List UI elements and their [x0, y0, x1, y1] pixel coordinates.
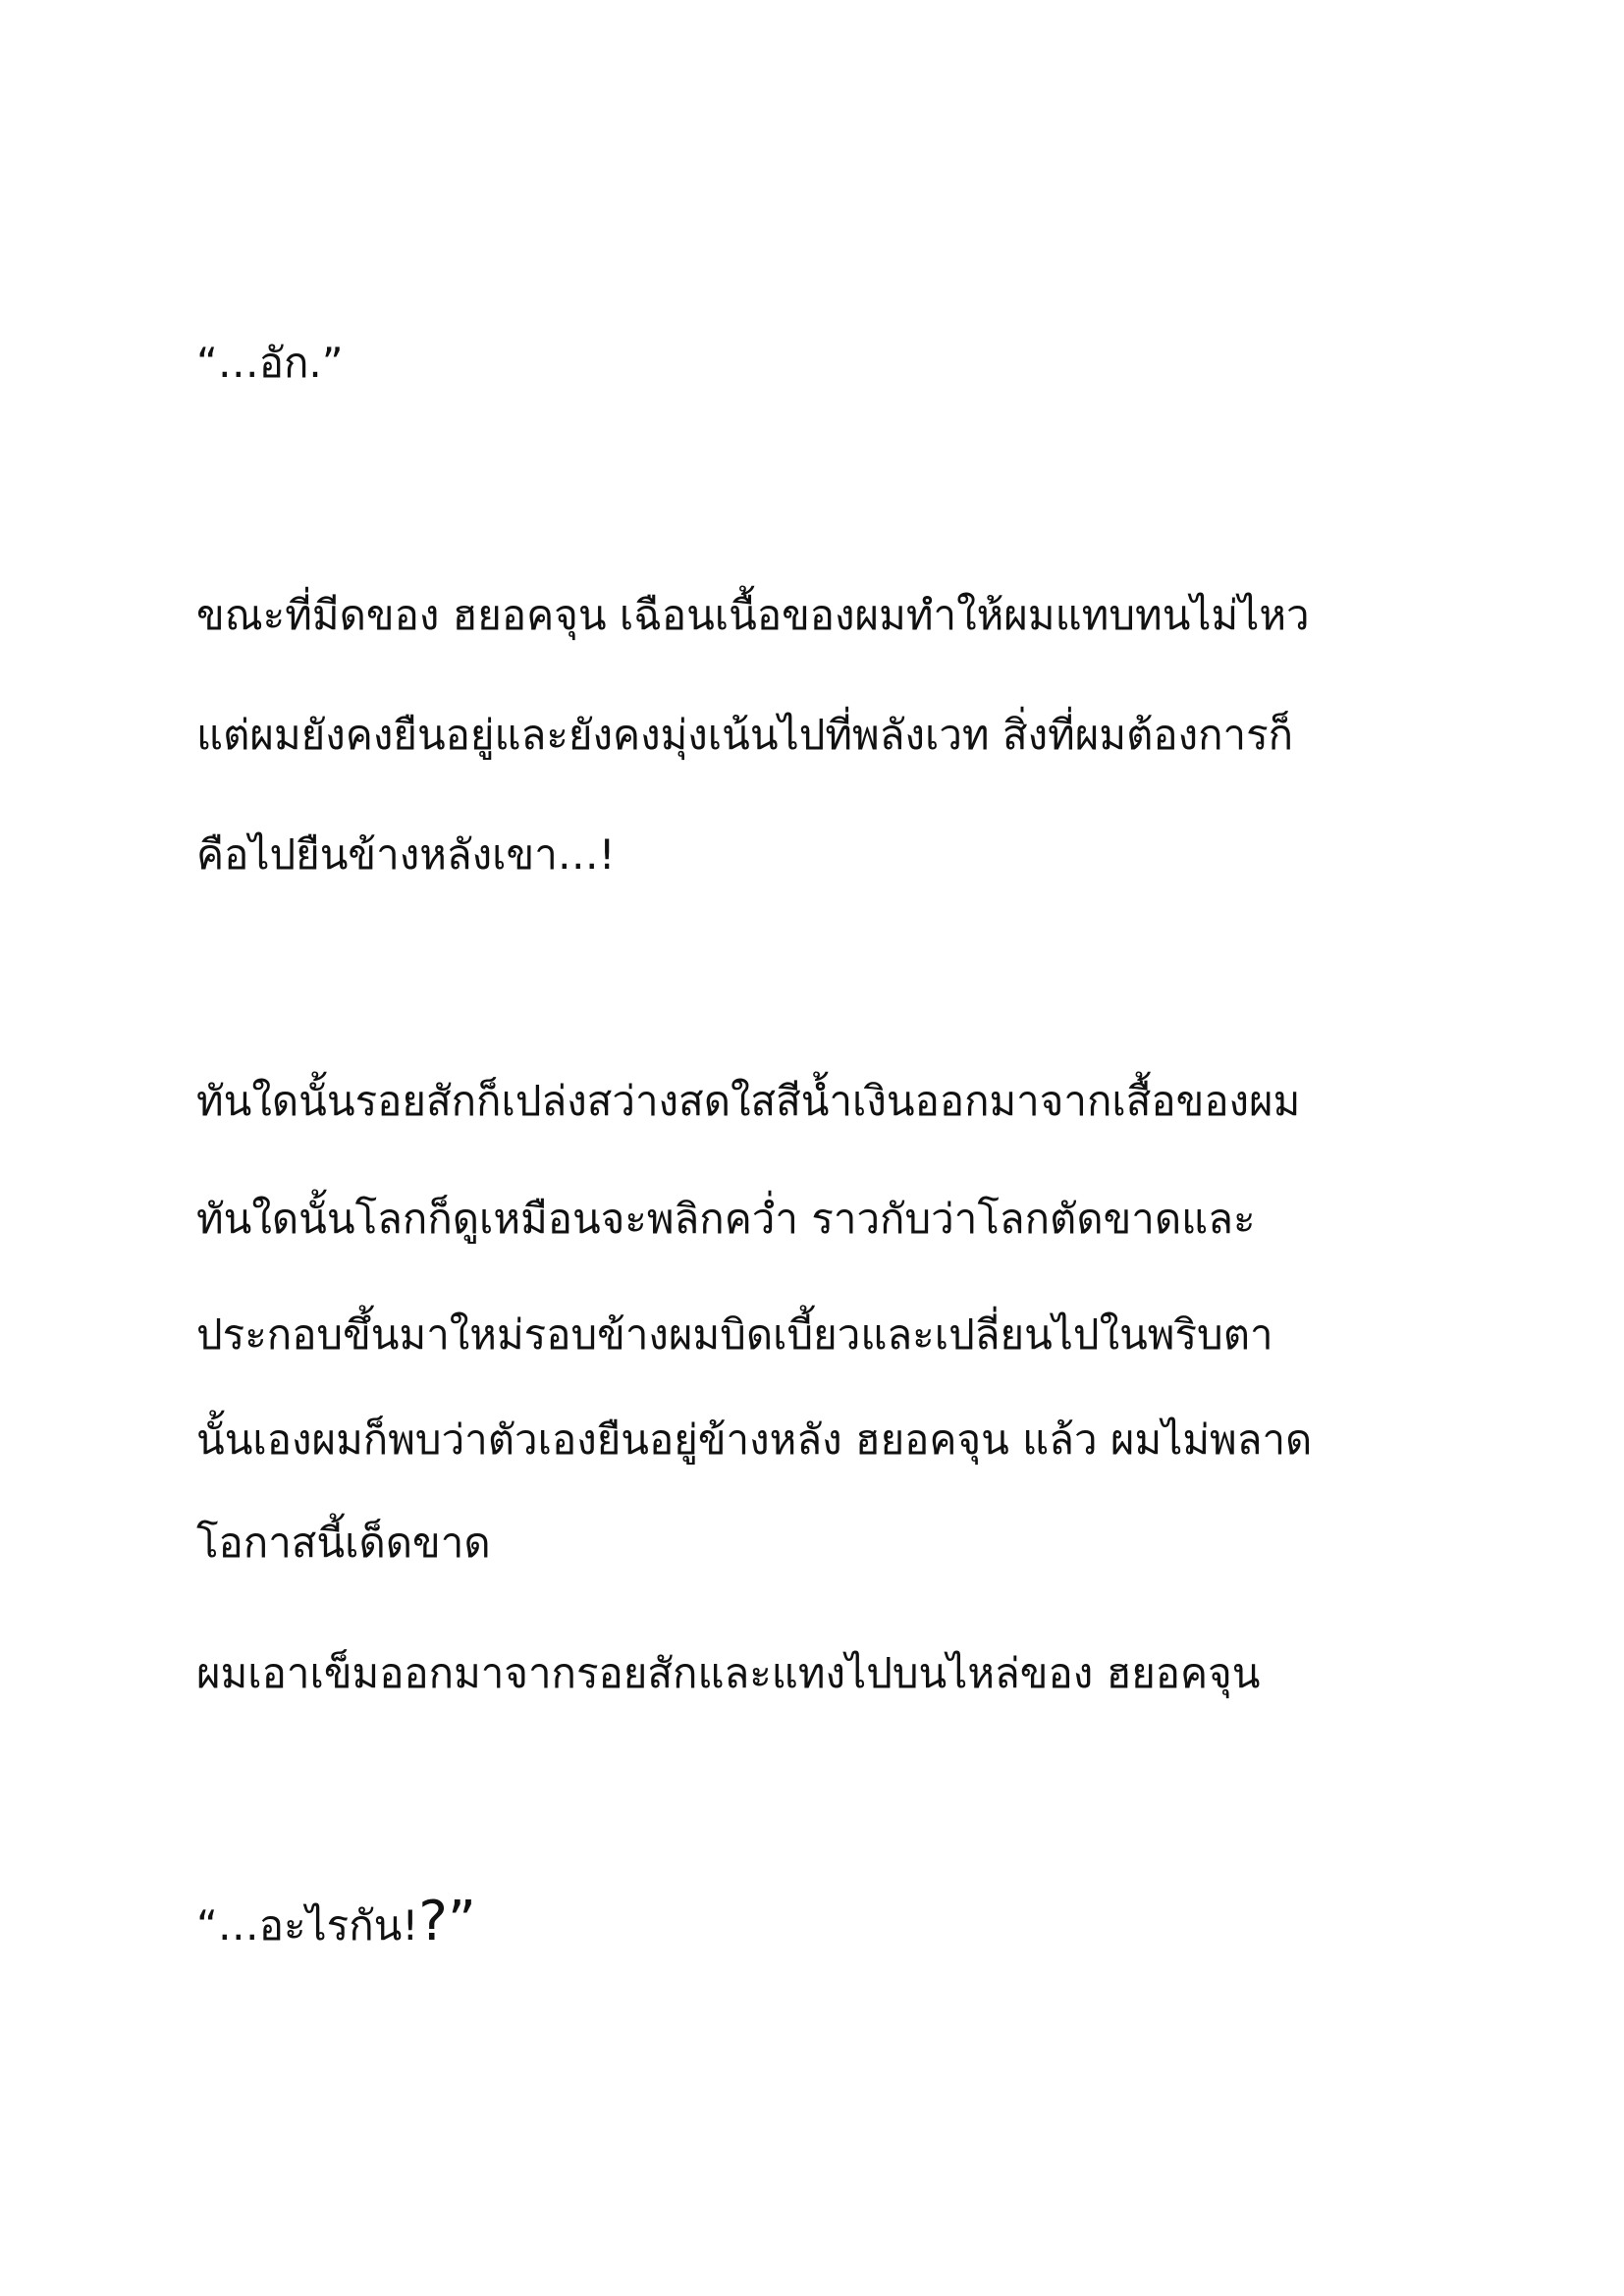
- paragraph-line: ผมเอาเข็มออกมาจากรอยสักและแทงไปบนไหล่ของ ฮยอคจุน: [196, 1649, 1261, 1697]
- paragraph-line: คือไปยืนข้างหลังเขา…!: [196, 830, 616, 879]
- paragraph-line: โอกาสนี้เด็ดขาด: [196, 1519, 491, 1567]
- dialogue-line: [196, 1890, 476, 1955]
- dialogue-punctuation: ?”: [418, 1890, 476, 1953]
- dialogue-text: “…อะไรกัน!: [196, 1901, 419, 1949]
- paragraph-line: ประกอบขึ้นมาใหม่รอบข้างผมบิดเบี้ยวและเปลี่ยนไปในพริบตา: [196, 1310, 1273, 1359]
- paragraph-line: นั้นเองผมก็พบว่าตัวเองยืนอยู่ข้างหลัง ฮยอคจุน แล้ว ผมไม่พลาด: [196, 1415, 1313, 1464]
- paragraph-line: ทันใดนั้นโลกก็ดูเหมือนจะพลิกคว่ำ ราวกับว่าโลกตัดขาดและ: [196, 1195, 1256, 1243]
- dialogue-line: “…อัก.”: [196, 339, 344, 387]
- paragraph-line: แต่ผมยังคงยืนอยู่และยังคงมุ่งเน้นไปที่พลังเวท สิ่งที่ผมต้องการก็: [196, 711, 1294, 759]
- paragraph-line: ขณะที่มีดของ ฮยอคจุน เฉือนเนื้อของผมทำให้ผมแทบทนไม่ไหว: [196, 591, 1310, 639]
- paragraph-line: ทันใดนั้นรอยสักก็เปล่งสว่างสดใสสีน้ำเงินออกมาจากเสื้อของผม: [196, 1077, 1301, 1125]
